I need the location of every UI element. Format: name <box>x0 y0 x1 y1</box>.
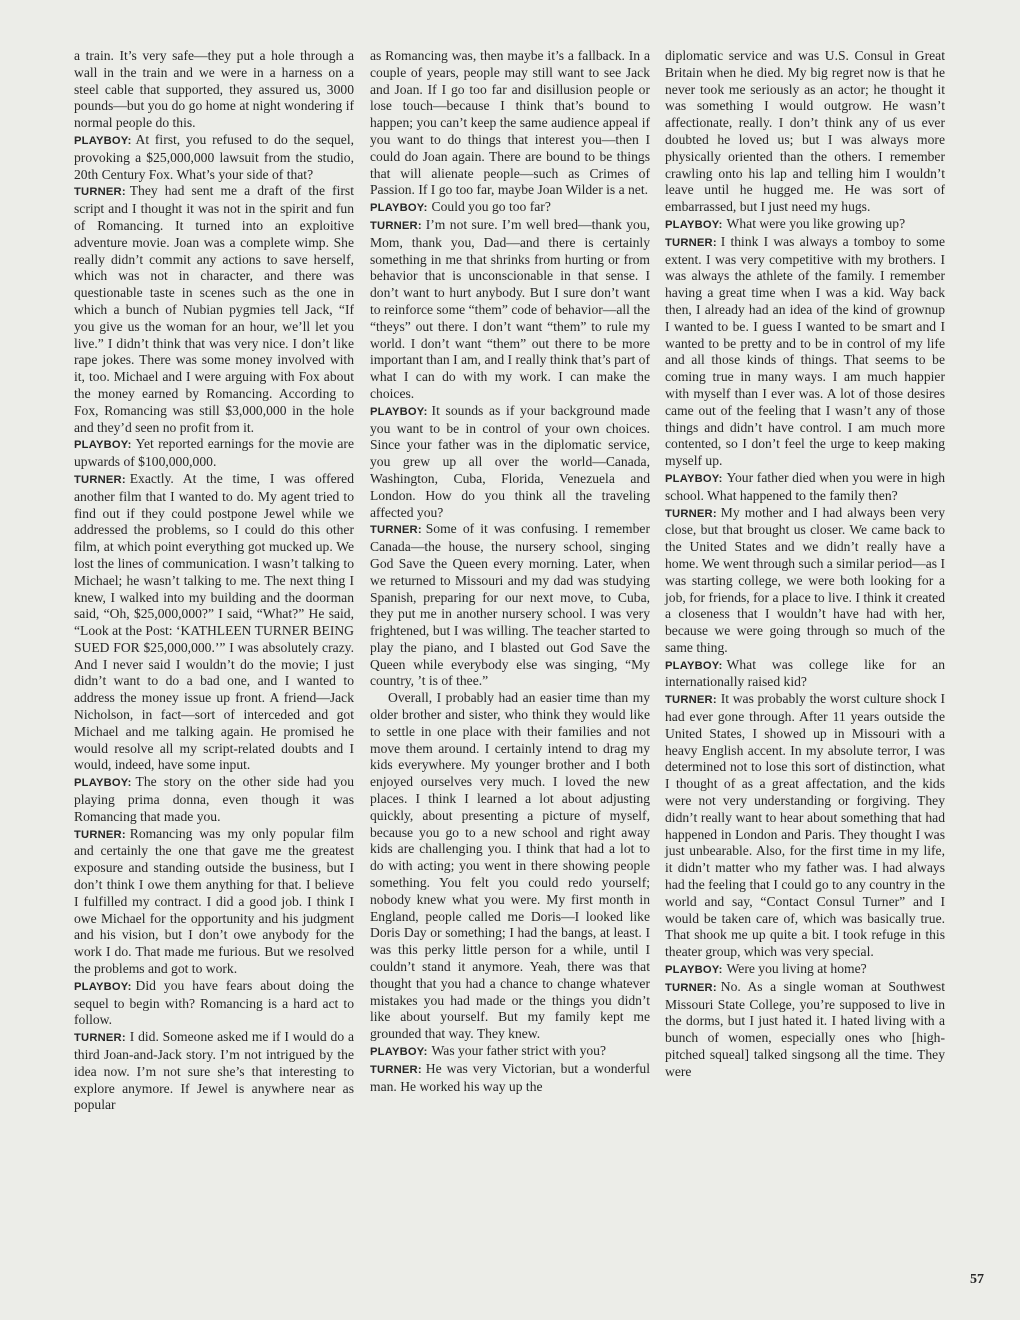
paragraph-text: Romancing was my only popular film and certainly the one that gave me the greatest exposure and standing outside the business, but I don’t think I owe them anything for that. I believe I fulfilled my contract. I did a good job. I think I owe Michael for the opportunity and his judgment and his vision, but I don’t owe anybody for the work I do. That made me furious. But we resolved the problems and got to work. <box>74 825 354 977</box>
paragraph-text: No. As a single woman at Southwest Missouri State College, you’re supposed to live in the dorms, but I just hated it. I hated living with a bunch of women, especially ones who [high-pitched squeal] talked singsong all the time. They were <box>665 978 945 1079</box>
interview-question <box>370 199 650 217</box>
interview-answer <box>665 979 945 1081</box>
speaker-label: PLAYBOY: <box>74 439 132 452</box>
interview-question <box>665 216 945 234</box>
paragraph-text: They had sent me a draft of the first script and I thought it was not in the spirit and fun of Romancing. It turned into an exploitive adventure movie. Joan was a complete wimp. She really didn’t commit any actions to save herself, which was not in character, and there was questionable taste in scenes such as the one in which a bunch of Nubian pygmies tell Jack, “If you give us the woman for an hour, we’ll let you live.” I didn’t think that was very nice. I don’t like rape jokes. There was some money involved with it, too. Michael and I were arguing with Fox about the money earned by Romancing. According to Fox, Romancing was still $3,000,000 in the hole and they’d seen no profit from it. <box>74 183 354 435</box>
paragraph-text: Yet reported earnings for the movie are upwards of $100,000,000. <box>74 436 354 470</box>
text-column-2 <box>370 48 650 1095</box>
paragraph-text: It was probably the worst culture shock I had ever gone through. After 11 years outside the United States, I showed up in Missouri with a heavy English accent. In my absolute terror, I was determined not to lose this sort of distinction, what I thought of as a great affectation, and the kids were not very understanding or forgiving. They didn’t really want to hear about something that had happened in London and Paris. They thought I was just unbearable. Also, for the first time in my life, it didn’t matter who my father was. I had always had the feeling that I could go to any country in the world and say, “Contact Consul Turner” and I would be taken care of, which was basically true. That shook me up quite a bit. I took refuge in this theater group, which was very special. <box>665 691 945 960</box>
speaker-label: PLAYBOY: <box>665 659 723 672</box>
paragraph-text: a train. It’s very safe—they put a hole through a wall in the train and we were in a harness on a steel cable that supported, they assured us, 3000 pounds—but you do go home at night wondering if normal people do this. <box>74 48 354 131</box>
speaker-label: TURNER: <box>665 981 717 994</box>
paragraph-text: At first, you refused to do the sequel, provoking a $25,000,000 lawsuit from the studio, 20th Century Fox. What’s your side of that? <box>74 131 354 182</box>
paragraph <box>370 690 650 1043</box>
speaker-label: TURNER: <box>370 524 422 537</box>
speaker-label: PLAYBOY: <box>665 472 723 485</box>
interview-question <box>74 978 354 1029</box>
paragraph-text: He was very Victorian, but a wonderful man. He worked his way up the <box>370 1060 650 1094</box>
paragraph <box>665 48 945 216</box>
speaker-label: PLAYBOY: <box>370 405 428 418</box>
paragraph <box>370 48 650 199</box>
text-column-1 <box>74 48 354 1114</box>
speaker-label: TURNER: <box>665 694 717 707</box>
speaker-label: PLAYBOY: <box>74 980 132 993</box>
speaker-label: TURNER: <box>74 1032 126 1045</box>
paragraph-text: I think I was always a tomboy to some extent. I was very competitive with my brothers. I was always the athlete of the family. I remember having a great time when I was a kid. Way back then, I already had an idea of the kind of grownup I wanted to be. I guess I wanted to be smart and I wanted to be pretty and to be in control of my life and all those kinds of things. That seems to be coming true in many ways. I am much happier with myself than I ever was. A lot of those desires came out of the feeling that I wasn’t any of those things and didn’t have control. I am much more contented, so I don’t feel the urge to keep making myself up. <box>665 233 945 469</box>
speaker-label: PLAYBOY: <box>370 202 428 215</box>
speaker-label: PLAYBOY: <box>370 1046 428 1059</box>
paragraph-text: Were you living at home? <box>726 961 867 977</box>
interview-question <box>74 436 354 471</box>
speaker-label: TURNER: <box>665 236 717 249</box>
speaker-label: PLAYBOY: <box>74 134 132 147</box>
speaker-label: PLAYBOY: <box>665 218 723 231</box>
paragraph-text: My mother and I had always been very close, but that brought us closer. We came back to the United States and we didn’t really have a home. We went through such a similar period—as I was starting college, we were both looking for a job, for friends, for a place to live. I think it created a closeness that I wouldn’t have had with her, because we were going through so much of the same thing. <box>665 504 945 655</box>
speaker-label: TURNER: <box>665 507 717 520</box>
interview-answer <box>665 691 945 961</box>
page-number: 57 <box>970 1272 984 1287</box>
paragraph-text: Exactly. At the time, I was offered another film that I wanted to do. My agent tried to find out if they could postpone Jewel while we addressed the problems, so I could do this other film, at which point everything got mucked up. We lost the lines of communication. I wasn’t talking to Michael; he wasn’t talking to me. The next thing I knew, I walked into my building and the doorman said, “Oh, $25,000,000?” I said, “What?” He said, “Look at the Post: ‘KATHLEEN TURNER BEING SUED FOR $25,000,000.’” I was absolutely crazy. And I never said I wouldn’t do the movie; I just didn’t want to do a bad one, and I wanted to address the money issue up front. A friend—Jack Nicholson, in fact—sort of interceded and got Michael and me talking again. He promised he would resolve all my script-related doubts and I would, indeed, have some input. <box>74 470 354 773</box>
interview-answer <box>370 217 650 403</box>
interview-question <box>370 403 650 522</box>
interview-question <box>74 774 354 825</box>
interview-answer <box>74 183 354 436</box>
interview-answer <box>74 826 354 978</box>
paragraph-text: Overall, I probably had an easier time than my older brother and sister, who think they would like to settle in one place with their families and not move them around. I certainly intend to drag my kids everywhere. My younger brother and I both enjoyed ourselves very much. I loved the new places. I think I learned a lot about adjusting quickly, about presenting a picture of myself, because you go to a new school and right away kids are challenging you. I think that had a lot to do with acting; you went in there showing people something. You felt you could redo yourself; nobody knew what you were. My first month in England, people called me Doris—I looked like Doris Day or something; I had the bangs, at least. I was this perky little person for a while, until I couldn’t stand it anymore. Yeah, there was that thought that you had a chance to change whatever mistakes you had made or the things you didn’t like about yourself. But my family kept me grounded that way. They knew. <box>370 690 650 1042</box>
interview-answer <box>74 1029 354 1114</box>
paragraph-text: Some of it was confusing. I remember Canada—the house, the nursery school, singing God Save the Queen every morning. Later, when we returned to Missouri and my dad was studying Spanish, preparing for our next move, to Cuba, they put me in another nursery school. I was very frightened, but I was willing. The teacher started to play the piano, and I blasted out God Save the Queen while everybody else was singing, “My country, ’t is of thee.” <box>370 521 650 689</box>
paragraph-text: What were you like growing up? <box>726 215 906 231</box>
speaker-label: TURNER: <box>74 186 126 199</box>
interview-answer <box>370 521 650 690</box>
text-column-3 <box>665 48 945 1081</box>
interview-question <box>665 470 945 505</box>
paragraph-text: as Romancing was, then maybe it’s a fallback. In a couple of years, people may still want to see Jack and Joan. If I go too far and disillusion people or lose touch—because I think that’s bound to happen; you can’t keep the same audience appeal if you want to do things that interest you—then I could do Joan again. There are bound to be things that will alienate people—such as Crimes of Passion. If I go too far, maybe Joan Wilder is a net. <box>370 48 650 198</box>
paragraph-text: Could you go too far? <box>431 199 551 215</box>
paragraph-text: The story on the other side had you playing prima donna, even though it was Romancing that made you. <box>74 774 354 824</box>
interview-question <box>665 657 945 692</box>
interview-question <box>370 1043 650 1061</box>
paragraph-text: Was your father strict with you? <box>431 1043 606 1059</box>
speaker-label: TURNER: <box>74 828 126 841</box>
paragraph-text: diplomatic service and was U.S. Consul in Great Britain when he died. My big regret now is that he never took me seriously as an actor; he thought it was something I would outgrow. He wasn’t affectionate, really. I don’t think any of us ever doubted he loved us; but I was always more physically oriented than the others. I remember crawling onto his lap and telling him I wouldn’t leave until he hugged me. He was sort of embarrassed, but I just need my hugs. <box>665 48 945 215</box>
speaker-label: PLAYBOY: <box>665 964 723 977</box>
interview-question <box>74 132 354 183</box>
speaker-label: TURNER: <box>370 219 422 232</box>
interview-question <box>665 961 945 979</box>
interview-answer <box>665 505 945 657</box>
paragraph-text: Your father died when you were in high school. What happened to the family then? <box>665 469 945 503</box>
interview-answer <box>665 234 945 470</box>
interview-answer <box>74 471 354 774</box>
speaker-label: TURNER: <box>370 1063 422 1076</box>
paragraph-text: I did. Someone asked me if I would do a third Joan-and-Jack story. I’m not intrigued by the idea now. I’m not sure she’s that interesting to explore anymore. If Jewel is anywhere near as popular <box>74 1029 354 1113</box>
speaker-label: TURNER: <box>74 473 126 486</box>
paragraph-text: I’m not sure. I’m well bred—thank you, Mom, thank you, Dad—and there is certainly something in me that shrinks from hurting or from behavior that is unconscionable in that sense. I don’t want to hurt anybody. But I sure don’t want to reinforce some “them” code of behavior—all the “theys” out there. I don’t want “them” to rule my world. I don’t want “them” out there to be more important than I am, and I really think that’s part of what I can do with my work. I can make the choices. <box>370 216 650 401</box>
interview-answer <box>370 1061 650 1096</box>
paragraph-text: What was college like for an internationally raised kid? <box>665 656 945 690</box>
paragraph <box>74 48 354 132</box>
speaker-label: PLAYBOY: <box>74 777 132 790</box>
paragraph-text: It sounds as if your background made you want to be in control of your own choices. Since your father was in the diplomatic service, you grew up all over the world—Canada, Washington, Cuba, Florida, Venezuela and London. How do you think all the traveling affected you? <box>370 402 650 520</box>
paragraph-text: Did you have fears about doing the sequel to begin with? Romancing is a hard act to follow. <box>74 977 354 1028</box>
